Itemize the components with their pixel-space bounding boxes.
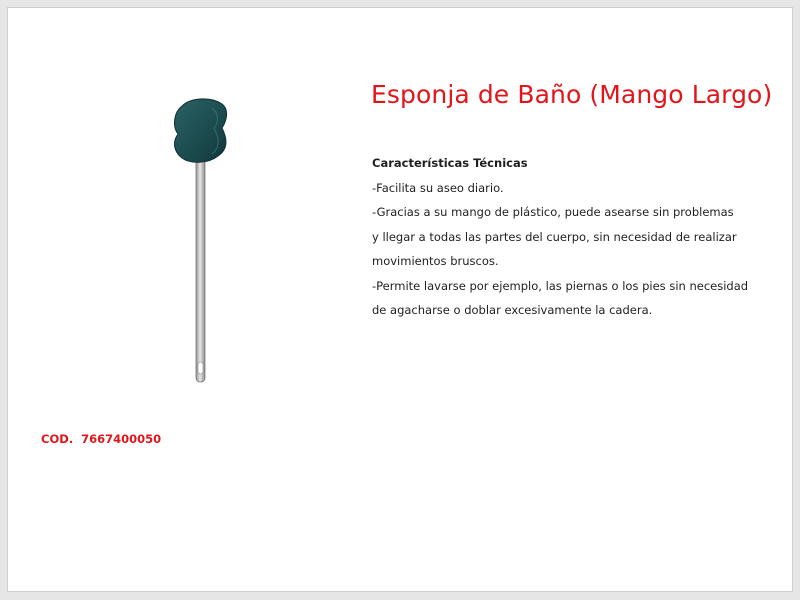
- bath-sponge-image: [168, 96, 236, 390]
- description-line: -Facilita su aseo diario.: [372, 180, 504, 195]
- product-code: COD. 7667400050: [41, 432, 162, 446]
- description-heading: Características Técnicas: [372, 156, 528, 170]
- description-line: -Gracias a su mango de plástico, puede asearse sin problemas: [372, 205, 734, 219]
- description-line: -Permite lavarse por ejemplo, las piernas o los pies sin necesidad: [372, 278, 749, 293]
- product-description: [372, 151, 772, 323]
- product-title: Esponja de Baño (Mango Largo): [371, 80, 773, 109]
- description-line: de agacharse o doblar excesivamente la cadera.: [372, 303, 653, 317]
- description-line: y llegar a todas las partes del cuerpo, sin necesidad de realizar: [372, 229, 737, 244]
- description-line: movimientos bruscos.: [372, 254, 499, 268]
